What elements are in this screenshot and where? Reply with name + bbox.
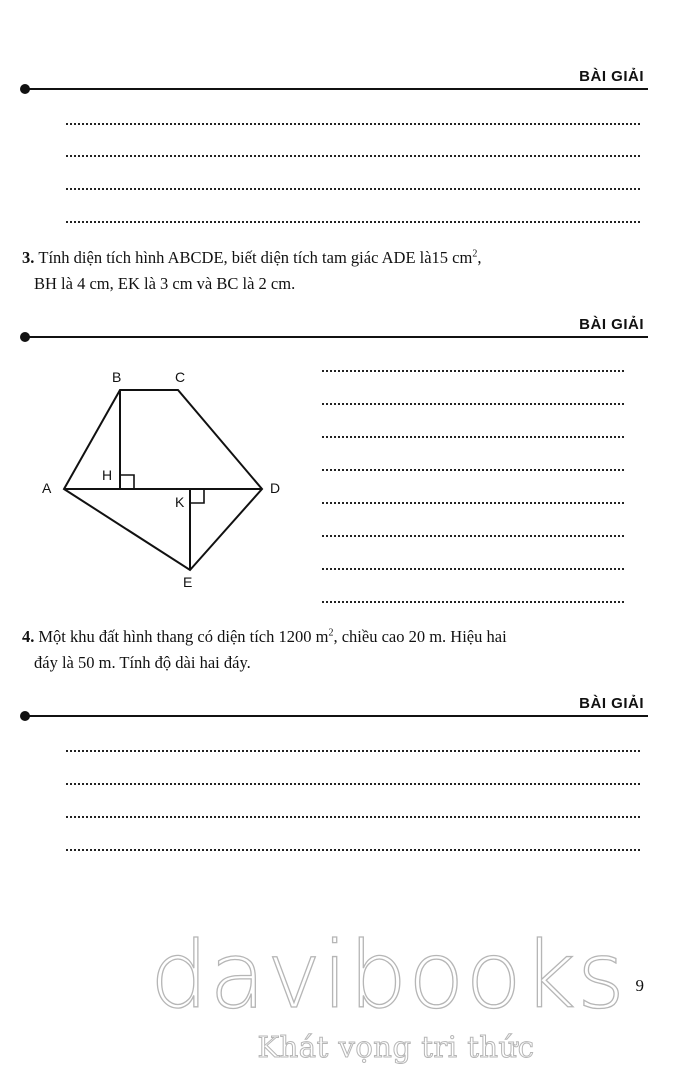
- right-angle-k: [190, 489, 204, 503]
- problem-4: [22, 624, 646, 676]
- answer-heading-title: BÀI GIẢI: [579, 68, 644, 85]
- superscript: 2: [472, 248, 478, 260]
- label-c: C: [175, 369, 186, 385]
- label-e: E: [183, 574, 193, 590]
- answer-line: [66, 155, 640, 157]
- problem-3: [22, 245, 646, 297]
- answer-heading-1: [20, 70, 648, 90]
- problem-4-line-1: [22, 624, 646, 650]
- answer-line: [322, 502, 624, 504]
- label-a: A: [42, 480, 52, 496]
- label-h: H: [102, 467, 113, 483]
- punctuation: ,: [477, 248, 482, 267]
- problem-3-line-2: BH là 4 cm, EK là 3 cm và BC là 2 cm.: [34, 274, 296, 293]
- heading-rule: [24, 715, 648, 717]
- problem-number: 4.: [22, 627, 35, 646]
- answer-line: [322, 370, 624, 372]
- answer-line: [66, 849, 640, 851]
- problem-text: Một khu đất hình thang có diện tích 1200 m: [38, 627, 329, 646]
- answer-heading-title: BÀI GIẢI: [579, 316, 644, 333]
- problem-text: Tính diện tích hình ABCDE, biết diện tích tam giác ADE là15 cm: [38, 248, 473, 267]
- problem-number: 3.: [22, 248, 35, 267]
- right-angle-h: [120, 475, 134, 489]
- heading-rule: [24, 336, 648, 338]
- problem-4-line-2: đáy là 50 m. Tính độ dài hai đáy.: [34, 653, 251, 672]
- answer-line: [66, 221, 640, 223]
- answer-line: [322, 601, 624, 603]
- answer-line: [322, 403, 624, 405]
- answer-heading-2: [20, 318, 648, 338]
- answer-line: [322, 568, 624, 570]
- heading-rule: [24, 88, 648, 90]
- label-b: B: [112, 369, 122, 385]
- page-number: 9: [635, 976, 644, 995]
- watermark-brand: davibooks: [150, 922, 626, 1029]
- answer-heading-3: [20, 697, 648, 717]
- answer-line: [322, 469, 624, 471]
- pentagon-outline: [64, 390, 262, 570]
- answer-line: [66, 783, 640, 785]
- label-k: K: [175, 494, 185, 510]
- answer-line: [322, 436, 624, 438]
- watermark-slogan: Khát vọng tri thức: [257, 1030, 535, 1064]
- answer-heading-title: BÀI GIẢI: [579, 695, 644, 712]
- superscript: 2: [328, 627, 334, 639]
- label-d: D: [270, 480, 281, 496]
- answer-line: [66, 188, 640, 190]
- problem-text: , chiều cao 20 m. Hiệu hai: [333, 627, 507, 646]
- problem-3-line-1: [22, 245, 646, 271]
- pentagon-figure: [30, 360, 300, 595]
- answer-line: [66, 816, 640, 818]
- answer-line: [66, 750, 640, 752]
- answer-line: [66, 123, 640, 125]
- answer-line: [322, 535, 624, 537]
